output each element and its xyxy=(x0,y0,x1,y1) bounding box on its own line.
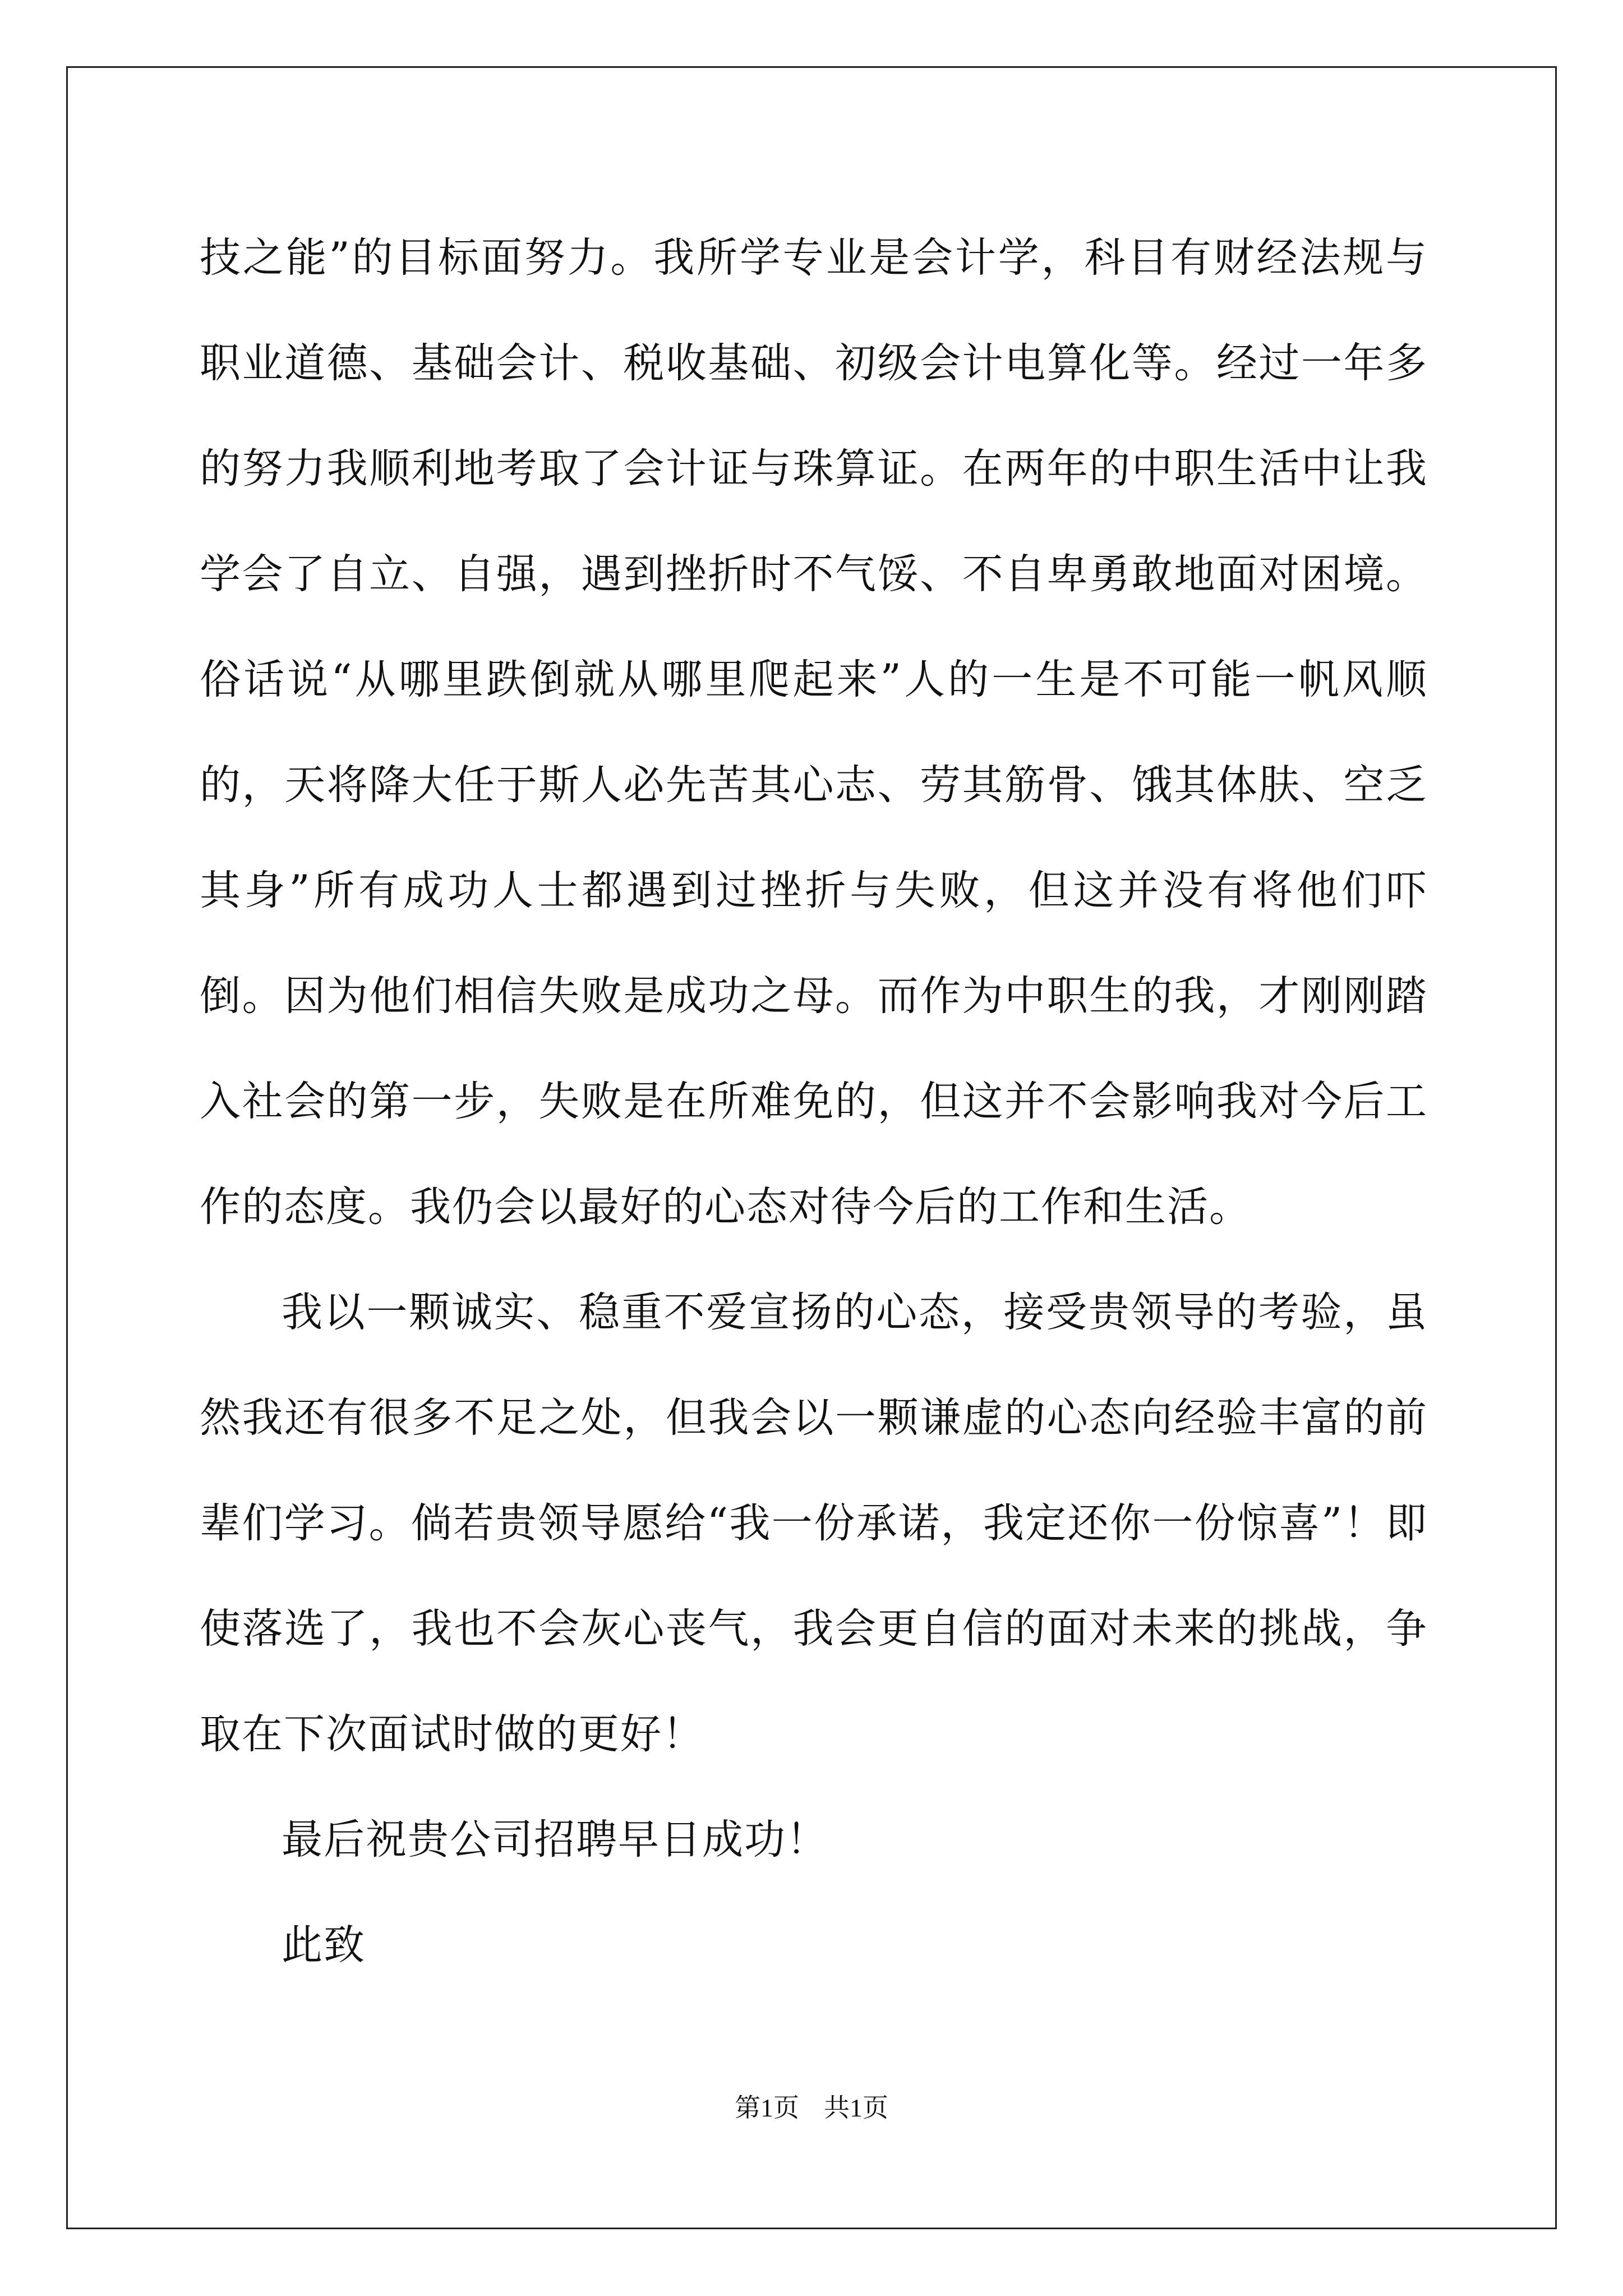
paragraph-salutation: 此致 xyxy=(282,1921,366,1969)
page-total: 共1页 xyxy=(824,2093,888,2122)
paragraph-1: 技之能”的目标面努力。我所学专业是会计学，科目有财经法规与职业道德、基础会计、税收基础、初级会计电算化等。经过一年多的努力我顺利地考取了会计证与珠算证。在两年的中职生活中让我学会了自立、自强，遇到挫折时不气馁、不自卑勇敢地面对困境。俗话说“从哪里跌倒就从哪里爬起来”人的一生是不可能一帆风顺的，天将降大任于斯人必先苦其心志、劳其筋骨、饿其体肤、空乏其身”所有成功人士都遇到过挫折与失败，但这并没有将他们吓倒。因为他们相信失败是成功之母。而作为中职生的我，才刚刚踏入社会的第一步，失败是在所难免的，但这并不会影响我对今后工作的态度。我仍会以最好的心态对待今后的工作和生活。 xyxy=(200,234,1428,1231)
page-number: 第1页 xyxy=(735,2093,799,2122)
page-footer xyxy=(0,2091,1623,2125)
document-body xyxy=(200,205,1428,1998)
paragraph-closing-wish: 最后祝贵公司招聘早日成功！ xyxy=(282,1816,828,1864)
paragraph-2: 我以一颗诚实、稳重不爱宣扬的心态，接受贵领导的考验，虽然我还有很多不足之处，但我会以一颗谦虚的心态向经验丰富的前辈们学习。倘若贵领导愿给“我一份承诺，我定还你一份惊喜”！即使落选了，我也不会灰心丧气，我会更自信的面对未来的挑战，争取在下次面试时做的更好！ xyxy=(200,1289,1428,1758)
